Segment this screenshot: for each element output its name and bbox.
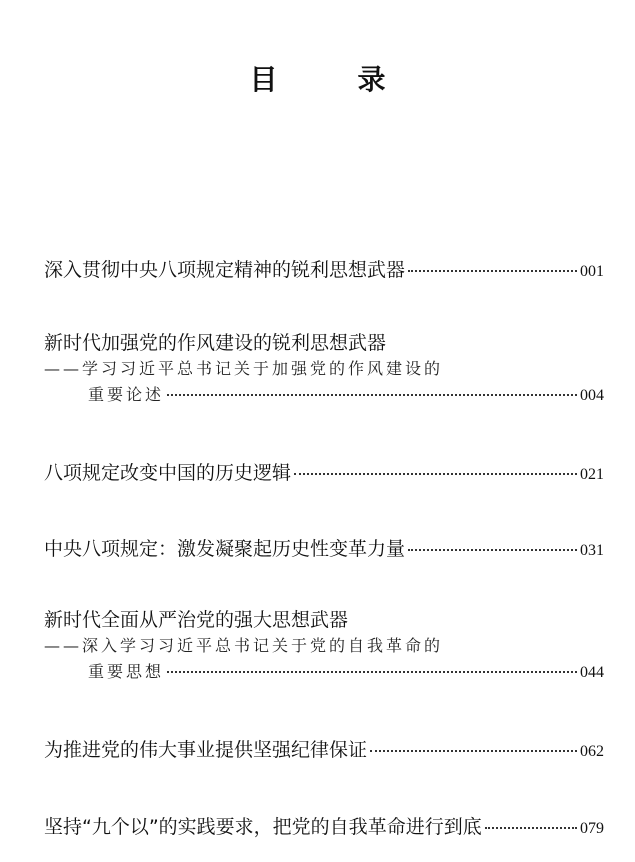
toc-entry-6[interactable]	[44, 737, 604, 763]
dot-leader	[294, 473, 577, 475]
dot-leader	[167, 671, 577, 673]
toc-page-number: 062	[580, 743, 604, 760]
toc-entry-title: 坚持“九个以”的实践要求，把党的自我革命进行到底	[44, 816, 482, 838]
toc-entry-subtitle-cont: 重要思想	[88, 662, 165, 681]
toc-entry-4[interactable]	[44, 536, 604, 562]
toc-entry-5[interactable]	[44, 607, 604, 685]
toc-entry-7[interactable]	[44, 814, 604, 840]
toc-entry-1[interactable]	[44, 257, 604, 283]
toc-entry-title: 新时代全面从严治党的强大思想武器	[44, 609, 349, 631]
toc-entry-title: 新时代加强党的作风建设的锐利思想武器	[44, 332, 387, 354]
toc-entry-3[interactable]	[44, 460, 604, 486]
toc-entry-title: 深入贯彻中央八项规定精神的锐利思想武器	[44, 259, 406, 281]
dot-leader	[408, 549, 577, 551]
toc-entry-title: 为推进党的伟大事业提供坚强纪律保证	[44, 739, 368, 761]
toc-entry-subtitle: ——深入学习习近平总书记关于党的自我革命的	[44, 636, 444, 655]
toc-page-number: 079	[580, 820, 604, 837]
dot-leader	[408, 270, 577, 272]
toc-entry-title: 中央八项规定：激发凝聚起历史性变革力量	[44, 538, 406, 560]
toc-entry-title: 八项规定改变中国的历史逻辑	[44, 462, 292, 484]
dot-leader	[370, 750, 577, 752]
toc-entry-2[interactable]	[44, 330, 604, 408]
toc-page-number: 004	[580, 387, 604, 404]
toc-entry-subtitle: ——学习习近平总书记关于加强党的作风建设的	[44, 359, 444, 378]
toc-page-number: 001	[580, 263, 604, 280]
toc-page-number: 044	[580, 664, 604, 681]
toc-page-number: 031	[580, 542, 604, 559]
toc-page-number: 021	[580, 466, 604, 483]
dot-leader	[485, 827, 577, 829]
dot-leader	[167, 394, 577, 396]
page-title: 目 录	[249, 63, 412, 96]
toc-entry-subtitle-cont: 重要论述	[88, 385, 165, 404]
